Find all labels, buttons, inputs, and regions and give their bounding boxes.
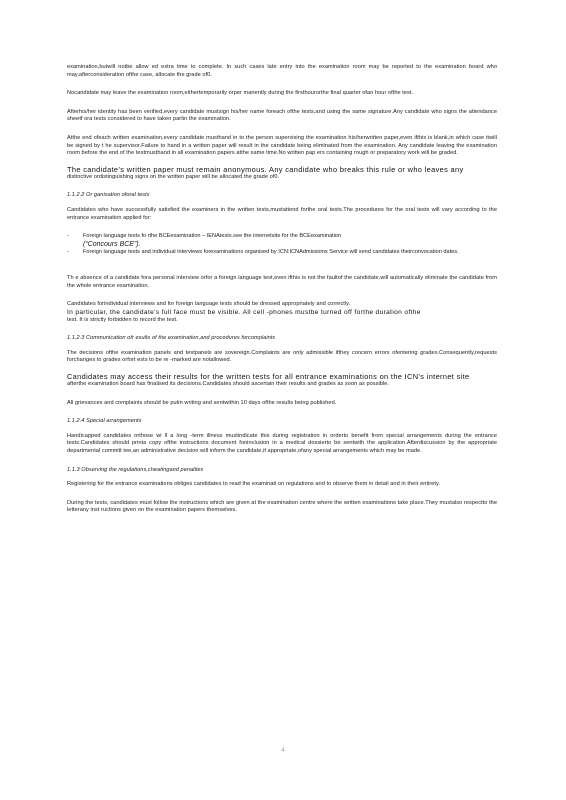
bullet-dash: - <box>67 233 69 240</box>
page-body <box>67 64 497 515</box>
paragraph-hand-in-papers: Atthe end ofeach written examination,every candidate musthand in to the person supervising the examination his/herwritten paper,even ifthis is blank,in which case itwill be signed by t he supervisor.Failure to hand in a written paper will result in the candidate being eliminated from the examination. Any candidate leaving the examination room before the end of the testmusthand in all examination papers atthe same time.No written pap ers containing rough or preparatory work will be graded. <box>67 134 497 157</box>
paragraph-results-access-rest: afterthe examination board has finalised its decisions.Candidates should ascertain their results and grades as soon as possible. <box>67 381 390 388</box>
paragraph-no-recording: test. It is strictly forbidden to record the test. <box>67 316 178 323</box>
list-item <box>67 233 497 249</box>
paragraph-late-entry: examination,butwill notbe allow ed extra time to complete. In such cases late entry into the examination room may be reported to the examination board who may,afterconsideration ofthe case, allocate the grade of0. <box>67 64 497 78</box>
paragraph-instructions: During the tests, candidates must follow the instructions which are given at the examination centre where the written examinations take place.They mustalso respectto the letterany inst ructions given on the examination papers themselves. <box>67 499 497 514</box>
section-heading-oral-tests: 1.1.2.2 Or ganisation oforal tests <box>67 192 150 199</box>
paragraph-face-visible-emphasis: In particular, the candidate’s full face must be visible. All cell -phones mustbe turned off forthe duration ofthe <box>67 308 421 316</box>
section-heading-regulations: 1.1.3 Observing the regulations,cheatingand penalties <box>67 466 204 473</box>
paragraph-identity-signature: Afterhis/her identity has been verified,every candidate mustsign his/her name foreach ofthe tests,and using the same signature.Any candidate who signs the attendance sheetf ora tests considered to have taken partin the examination. <box>67 108 497 123</box>
bullet-text: Foreign language tests fo rthe BCEexamination – IENAtests.see the internetsite for the BCEexamination <box>83 233 342 240</box>
paragraph-absence: Th e absence of a candidate fora personal interview orfor a foreign language test,even ifthis is not the faultof the candidate,will automatically eliminate the candidate from the whole entrance examination. <box>67 274 497 289</box>
paragraph-special-arrangements: Handicapped candidates orthose wi ll a long -term illness mustindicate this during registration in orderto benefit from special arrangements during the entrance tests.Candidates should printa copy ofthe instructions document foninclusion in a medical dossierto be sentwith the application.Afterdiscussion by the appropriate departmental committ tee,an administrative decision will inform the candidate,if appropriate,ofany special arrangements which may be made. <box>67 432 497 455</box>
paragraph-oral-tests: Candidates who have successfully satisfied the examiners in the written tests,mustattend forthe oral tests.The procedures for the oral tests will vary according to the entrance examination applied for: <box>67 206 497 221</box>
paragraph-decisions: The decisions ofthe examination panels and testpanels are sovereign.Complaints are only admissible ifthey concern errors ofentering grades.Consequently,requests forchanges to grades orfort ests to be re -marked are notallowed. <box>67 349 497 364</box>
list-item <box>67 249 497 257</box>
bullet-dash: - <box>67 249 69 256</box>
oral-tests-list <box>67 233 497 257</box>
paragraph-registering: Registering for the entrance examinations obliges candidates to read the examinati on regulations and to observe them in detail and in their entirety. <box>67 481 441 488</box>
bullet-text-italic: (“Concours BCE”). <box>83 240 141 248</box>
section-heading-special-arrangements: 1.1.2.4 Special arrangements <box>67 418 142 425</box>
page-number: 4 <box>281 748 285 754</box>
paragraph-results-access-emphasis: Candidates may access their results for the written tests for all entrance examinations on the ICN’s internet site <box>67 372 470 382</box>
paragraph-anonymity-emphasis: The candidate’s written paper must remain anonymous. Any candidate who breaks this rule or who leaves any <box>67 164 464 174</box>
bullet-text: Foreign language tests and individual interviews forexaminations organised by ICN:ICNAdmissions Service will send candidates theirconvocation dates. <box>83 249 459 256</box>
paragraph-dress-code: Candidates forindividual interviews and for foreign language tests should be dressed appropriately and correctly. <box>67 301 351 308</box>
paragraph-grievances: All grievances and complaints should be putin writing and sentwithin 10 days ofthe results being published. <box>67 399 337 406</box>
section-heading-results-complaints: 1.1.2.3 Communication ofr esults of the examination,and procedures forcomplaints <box>67 335 276 342</box>
paragraph-leaving-room: Nocandidate may leave the examination room,eithertemporarily orper manently during the firsthourorthe final quarter ofan hour ofthe test. <box>67 90 414 97</box>
paragraph-anonymity-rest: distinctive ordistinguishing signs on the written paper will be allocated the grade of0. <box>67 173 280 180</box>
